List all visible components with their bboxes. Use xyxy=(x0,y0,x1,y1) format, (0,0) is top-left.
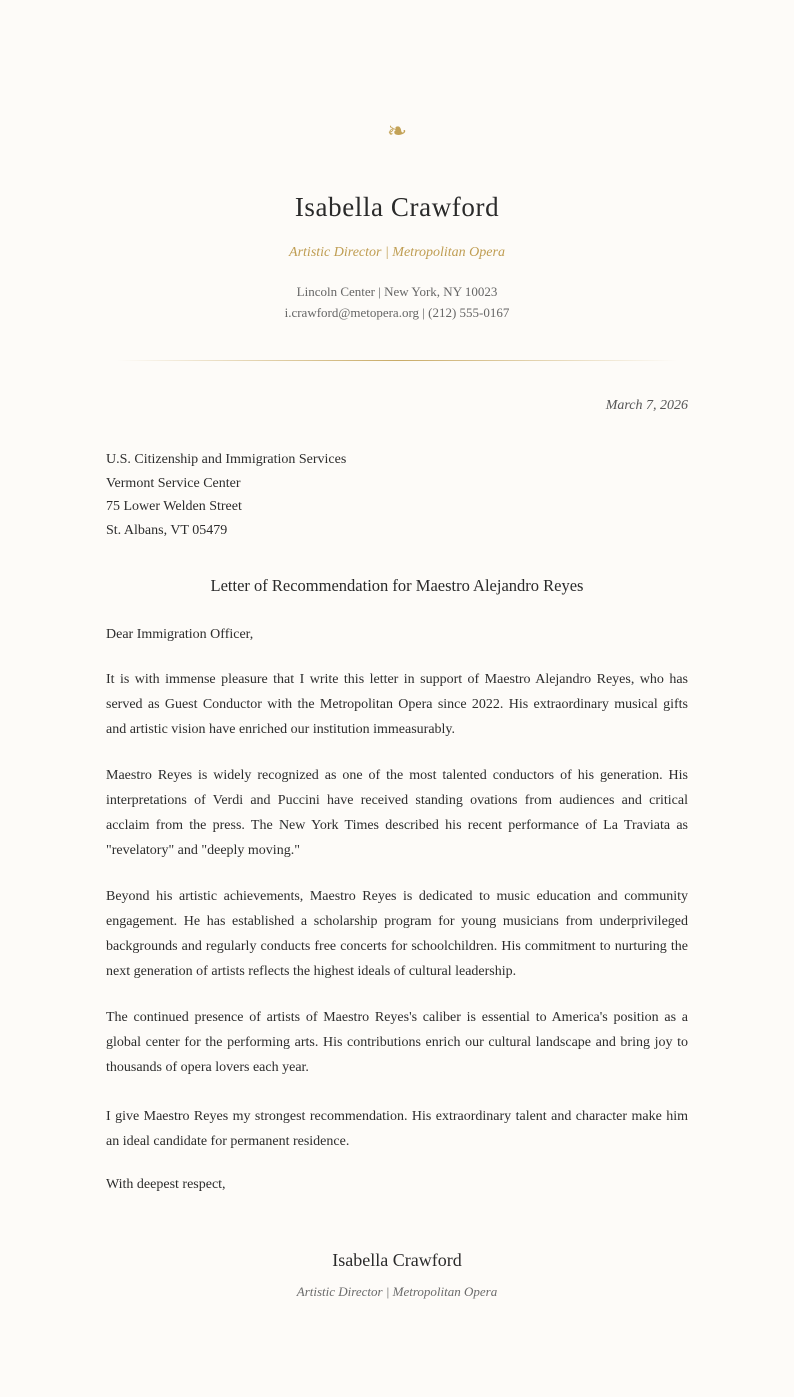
body-paragraph: The continued presence of artists of Maestro Reyes's caliber is essential to America's position as a global center for the performing arts. His contributions enrich our cultural landscape and bring joy to thousands of opera lovers each year. xyxy=(106,1009,688,1075)
body-paragraph: Beyond his artistic achievements, Maestro Reyes is dedicated to music education and community engagement. He has established a scholarship program for young musicians from underprivileged backgrounds and regularly conducts free concerts for schoolchildren. His commitment to nurturing the next generation of artists reflects the highest ideals of cultural leadership. xyxy=(106,888,688,979)
salutation: Dear Immigration Officer, xyxy=(106,626,254,642)
floral-heart-icon: ❧ xyxy=(386,119,408,145)
body-paragraph: Maestro Reyes is widely recognized as one of the most talented conductors of his generation. His interpretations of Verdi and Puccini have received standing ovations from audiences and critical acclaim from the press. The New York Times described his recent performance of La Traviata as "revelatory" and "deeply moving." xyxy=(106,767,688,858)
sender-contact-block xyxy=(106,281,688,323)
body-paragraph: I give Maestro Reyes my strongest recommendation. His extraordinary talent and character make him an ideal candidate for permanent residence. xyxy=(106,1108,688,1149)
header-divider xyxy=(117,360,677,361)
recipient-line: 75 Lower Welden Street xyxy=(106,499,242,515)
body-paragraph: It is with immense pleasure that I write this letter in support of Maestro Alejandro Reyes, who has served as Guest Conductor with the Metropolitan Opera since 2022. His extraordinary musical gifts and artistic vision have enriched our institution immeasurably. xyxy=(106,671,688,737)
sender-email-phone: i.crawford@metopera.org | (212) 555-0167 xyxy=(284,305,510,320)
recipient-line: St. Albans, VT 05479 xyxy=(106,523,228,539)
letter-date: March 7, 2026 xyxy=(605,398,688,413)
sender-name: Isabella Crawford xyxy=(294,192,500,222)
recipient-address xyxy=(106,448,688,543)
closing: With deepest respect, xyxy=(106,1176,226,1192)
sender-title: Artistic Director | Metropolitan Opera xyxy=(289,245,505,260)
sender-address: Lincoln Center | New York, NY 10023 xyxy=(296,284,498,299)
letter-subject: Letter of Recommendation for Maestro Alejandro Reyes xyxy=(210,575,584,595)
recipient-line: Vermont Service Center xyxy=(106,475,241,491)
signature-title: Artistic Director | Metropolitan Opera xyxy=(296,1283,498,1299)
recipient-line: U.S. Citizenship and Immigration Services xyxy=(106,452,347,467)
signature-name: Isabella Crawford xyxy=(332,1249,462,1270)
